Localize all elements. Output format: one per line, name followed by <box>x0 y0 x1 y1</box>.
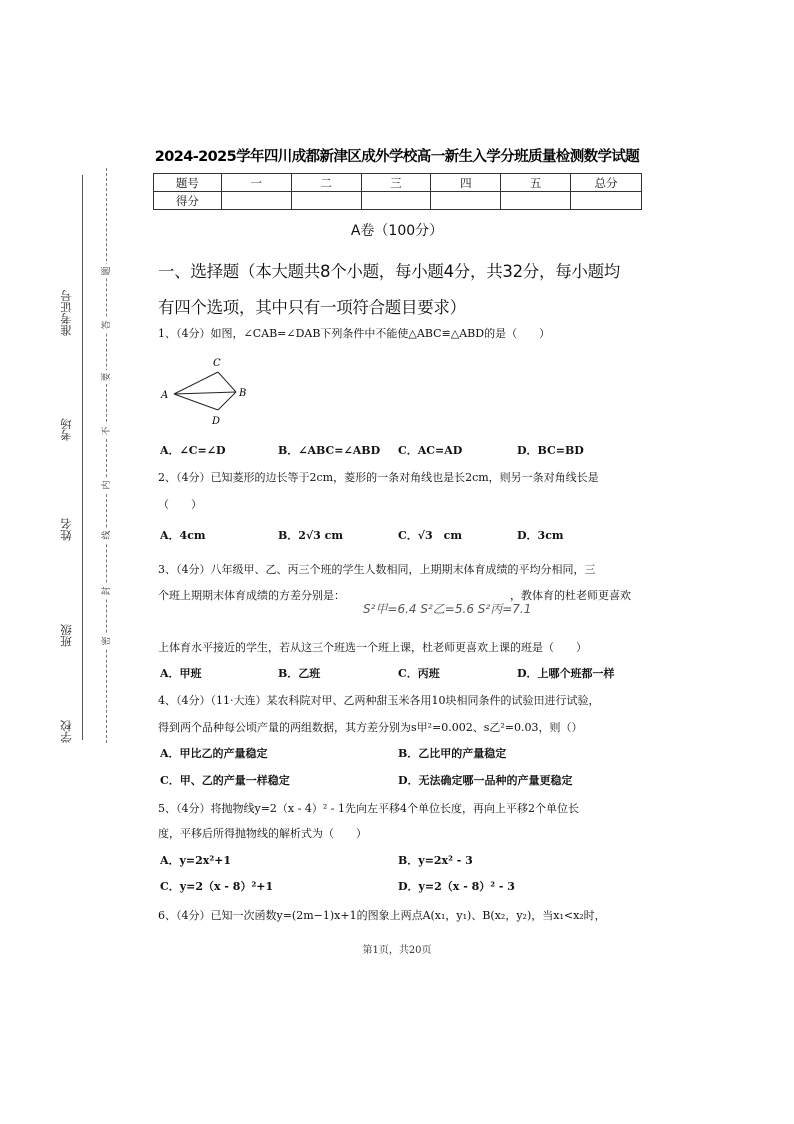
question-3-text: ，教体育的杜老师更喜欢 <box>510 589 631 602</box>
question-5-text: 度，平移后所得抛物线的解析式为（ ） <box>158 827 367 840</box>
option-a[interactable]: A．∠C=∠D <box>160 444 226 457</box>
label-a: A <box>161 390 169 401</box>
variance-values: S²甲=6.4 S²乙=5.6 S²丙=7.1 <box>363 602 532 616</box>
binding-solid-line <box>82 175 83 740</box>
question-4-text: 得到两个品种每公顷产量的两组数据，其方差分别为s甲²=0.002、s乙²=0.03，则（） <box>158 721 583 734</box>
option-a[interactable]: A．甲比乙的产量稳定 <box>160 747 268 760</box>
question-5-text: 5、（4分）将抛物线y=2（x - 4）² - 1先向左平移4个单位长度，再向上平移2个单位长 <box>158 802 579 815</box>
option-d[interactable]: D．BC=BD <box>517 444 584 457</box>
option-d[interactable]: D．无法确定哪一品种的产量更稳定 <box>398 774 573 787</box>
option-b[interactable]: B．2√3 cm <box>278 529 344 542</box>
option-a[interactable]: A．4cm <box>160 529 206 542</box>
question-3-text: 上体育水平接近的学生，若从这三个班选一个班上课，杜老师更喜欢上课的班是（ ） <box>158 641 587 654</box>
label-b: B <box>239 388 247 399</box>
option-a[interactable]: A．甲班 <box>160 667 202 680</box>
warning-char: 密 <box>102 634 112 648</box>
section-one-line: 有四个选项，其中只有一项符合题目要求） <box>158 298 466 317</box>
option-c[interactable]: C．甲、乙的产量一样稳定 <box>160 774 290 787</box>
section-one-heading <box>158 254 648 326</box>
page-title: 2024-2025学年四川成都新津区成外学校高一新生入学分班质量检测数学试题 <box>154 149 640 165</box>
warning-char: 答 <box>102 318 112 332</box>
option-b[interactable]: B．∠ABC=∠ABD <box>278 444 381 457</box>
warning-char: 不 <box>102 424 112 438</box>
option-b[interactable]: B．y=2x² - 3 <box>398 854 473 867</box>
option-d[interactable]: D．上哪个班都一样 <box>517 667 615 680</box>
question-1-figure <box>158 352 253 430</box>
score-cell[interactable] <box>221 192 291 210</box>
exam-room-field <box>52 418 80 441</box>
section-one-line: 一、选择题（本大题共8个小题，每小题4分，共32分，每小题均 <box>158 262 620 281</box>
option-b[interactable]: B．乙班 <box>278 667 321 680</box>
score-cell[interactable] <box>571 192 642 210</box>
segment-cb <box>218 372 236 392</box>
name-label: 姓名 <box>59 518 73 541</box>
warning-char: 要 <box>102 370 112 384</box>
option-c[interactable]: C．√3 cm <box>398 529 462 542</box>
question-1-text: 1、（4分）如图，∠CAB=∠DAB下列条件中不能使△ABC≌△ABD的是（ ） <box>158 327 551 340</box>
table-header-cell: 总分 <box>571 174 642 192</box>
option-a[interactable]: A．y=2x²+1 <box>160 854 232 867</box>
label-d: D <box>212 416 221 427</box>
label-c: C <box>213 358 221 369</box>
exam-room-label: 考场 <box>59 418 73 441</box>
table-row <box>154 192 642 210</box>
section-a-heading: A卷（100分） <box>350 223 444 239</box>
name-field <box>52 518 80 541</box>
warning-char: 题 <box>102 264 112 278</box>
exam-number-label: 准考证号 <box>59 290 73 336</box>
question-3-text: 3、（4分）八年级甲、乙、丙三个班的学生人数相同，上期期末体育成绩的平均分相同，三 <box>158 563 596 576</box>
warning-char: 线 <box>102 528 112 542</box>
question-2-text: （ ） <box>158 498 202 511</box>
table-header-cell: 一 <box>221 174 291 192</box>
table-header-cell: 二 <box>291 174 361 192</box>
table-header-row <box>154 174 642 192</box>
segment-ab <box>174 392 236 394</box>
exam-number-field <box>52 290 80 336</box>
table-row-label: 得分 <box>154 192 222 210</box>
question-6-text: 6、（4分）已知一次函数y=(2m−1)x+1的图象上两点A(x₁，y₁)、B(x₂，y₂)，当x₁<x₂时， <box>158 909 606 922</box>
segment-ad <box>174 394 218 410</box>
school-field <box>52 720 80 743</box>
score-cell[interactable] <box>501 192 571 210</box>
page-footer: 第1页，共20页 <box>362 945 432 956</box>
binding-fields <box>52 290 82 770</box>
option-c[interactable]: C．y=2（x - 8）²+1 <box>160 880 274 893</box>
question-4-text: 4、（4分）（11·大连）某农科院对甲、乙两种甜玉米各用10块相同条件的试验田进行试验， <box>158 694 600 707</box>
option-c[interactable]: C．丙班 <box>398 667 440 680</box>
segment-ac <box>174 372 218 394</box>
class-label: 班级 <box>59 624 73 647</box>
score-cell[interactable] <box>291 192 361 210</box>
warning-char: 内 <box>102 478 112 492</box>
segment-db <box>218 392 236 410</box>
score-cell[interactable] <box>431 192 501 210</box>
option-d[interactable]: D．3cm <box>517 529 564 542</box>
option-d[interactable]: D．y=2（x - 8）² - 3 <box>398 880 515 893</box>
warning-char: 封 <box>102 584 112 598</box>
table-header-cell: 四 <box>431 174 501 192</box>
option-b[interactable]: B．乙比甲的产量稳定 <box>398 747 507 760</box>
table-header-cell: 题号 <box>154 174 222 192</box>
school-label: 学校 <box>59 720 73 743</box>
option-c[interactable]: C．AC=AD <box>398 444 463 457</box>
score-table <box>153 173 642 210</box>
table-header-cell: 三 <box>361 174 431 192</box>
table-header-cell: 五 <box>501 174 571 192</box>
question-3-text: 个班上期期末体育成绩的方差分别是： <box>158 589 345 602</box>
binding-warning-text <box>100 168 114 743</box>
class-field <box>52 624 80 647</box>
score-cell[interactable] <box>361 192 431 210</box>
question-2-text: 2、（4分）已知菱形的边长等于2cm，菱形的一条对角线也是长2cm，则另一条对角线长是 <box>158 471 599 484</box>
